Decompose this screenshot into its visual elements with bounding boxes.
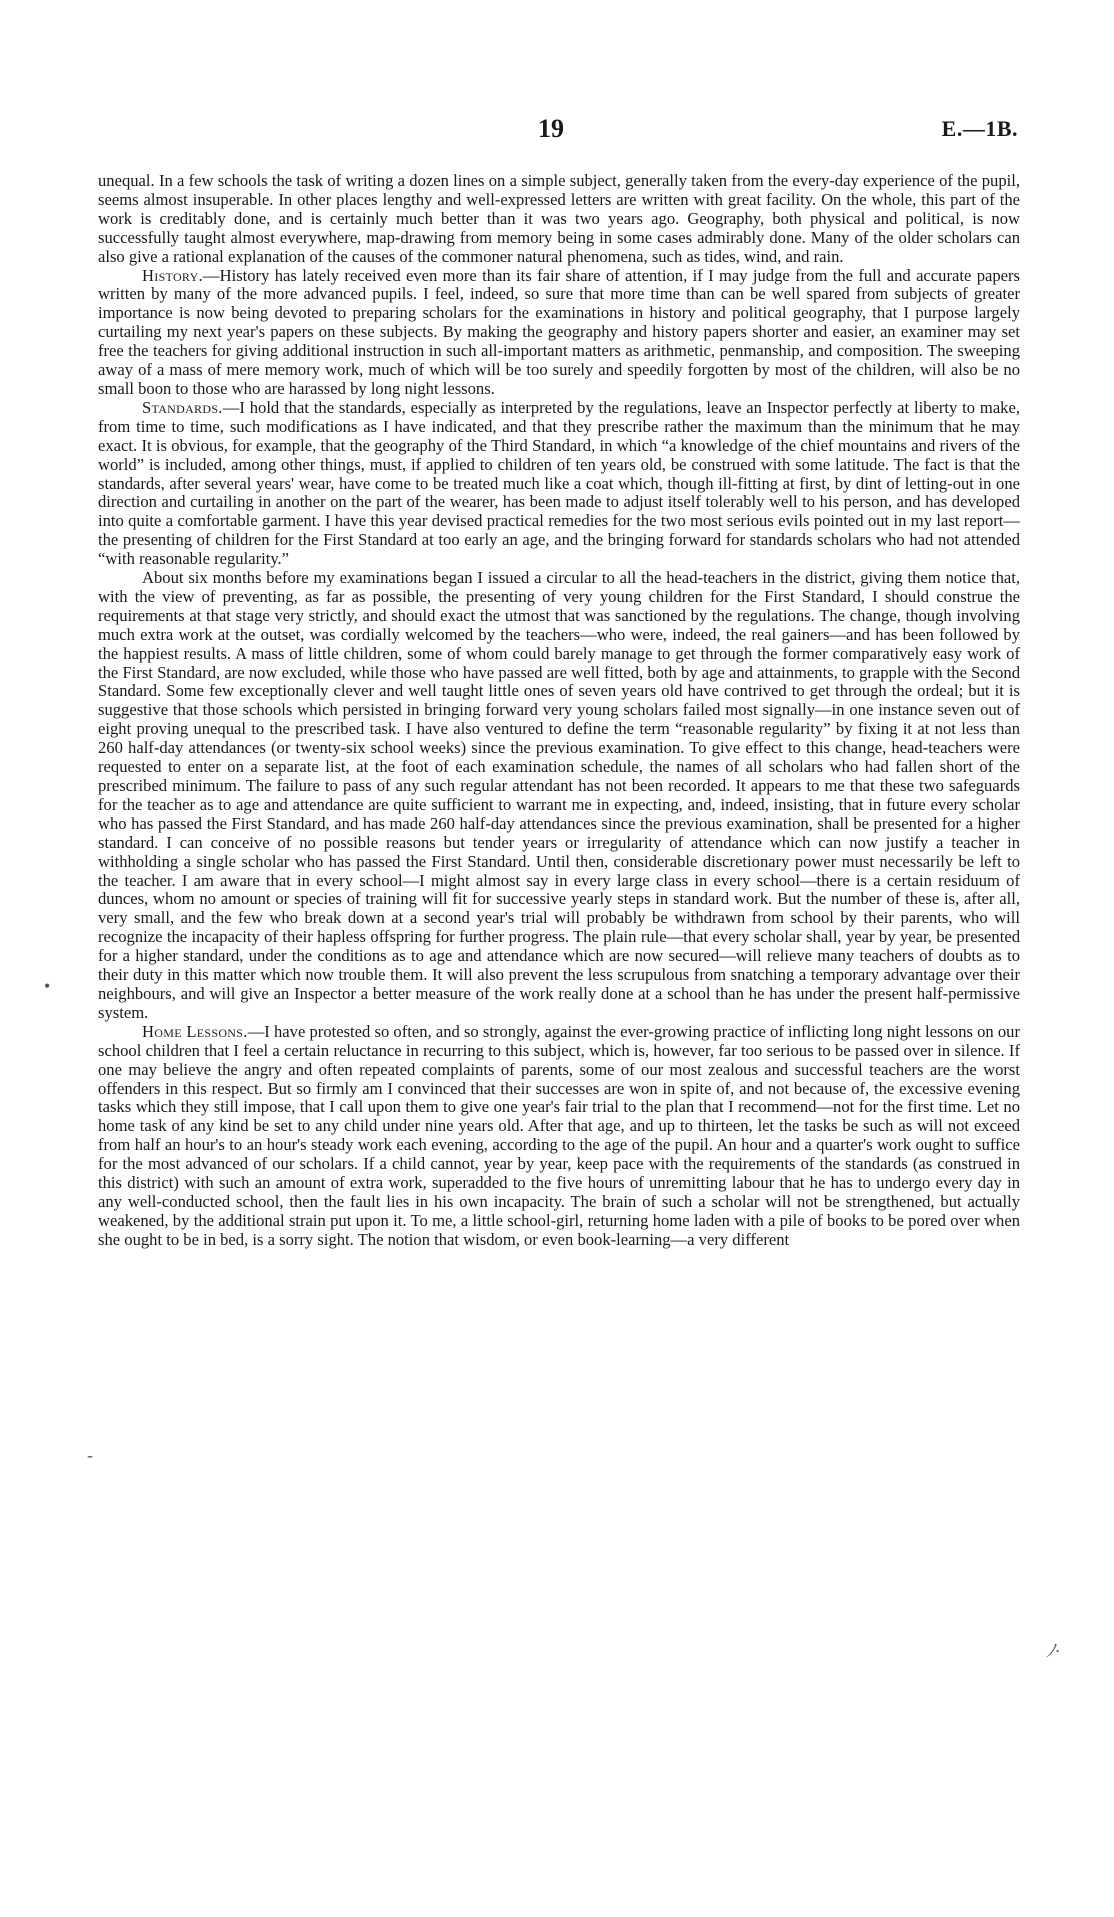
paragraph-text: —History has lately received even more than its fair share of attention, if I may judge from the full and accurate papers written by many of the more advanced pupils. I feel, indeed, so sure that more time than can be well spared from subjects of greater importance is now being devoted to preparing scholars for the examinations in history and political geography, that I purpose largely curtailing my next year's papers on these subjects. By making the geography and history papers shorter and easier, an examiner may set free the teachers for giving additional instruction in such all-important matters as arithmetic, penmanship, and composition. The sweeping away of a mass of mere memory work, much of which will be too surely and speedily forgotten by most of the children, will also be no small boon to those who are harassed by long night lessons. (98, 265, 1020, 398)
section-heading-history: History. (142, 265, 203, 285)
margin-dot-mark: • (44, 976, 51, 996)
paragraph-home-lessons (98, 1023, 1020, 1250)
paragraph-circular (98, 569, 1020, 1023)
paragraph-text: About six months before my examinations began I issued a circular to all the head-teachers in the district, giving them notice that, with the view of preventing, as far as possible, the presenting of very young children for the First Standard, I should construe the requirements at that stage very strictly, and should exact the utmost that was sanctioned by the regulations. The change, though involving much extra work at the outset, was cordially welcomed by the teachers—who were, indeed, the real gainers—and has been followed by the happiest results. A mass of little children, some of whom could barely manage to get through the former comparatively easy work of the First Standard, are now excluded, while those who have passed are well fitted, both by age and attainments, to grapple with the Second Standard. Some few exceptionally clever and well taught little ones of seven years old have contrived to get through the ordeal; but it is suggestive that those schools which persisted in bringing forward very young scholars failed most signally—in one instance seven out of eight proving unequal to the prescribed task. I have also ventured to define the term “reasonable regularity” by fixing it at not less than 260 half-day attendances (or twenty-six school weeks) since the previous examination. To give effect to this change, head-teachers were requested to enter on a separate list, at the foot of each examination schedule, the names of all scholars who had fallen short of the prescribed minimum. The failure to pass of any such regular attendant has not been recorded. It appears to me that these two safeguards for the teacher as to age and attendance are quite sufficient to warrant me in expecting, and, indeed, insisting, that in future every scholar who has passed the First Standard, and has made 260 half-day attendances since the previous examination, shall be presented for a higher standard. I can conceive of no possible reasons but tender years or irregularity of attendance which can now justify a teacher in withholding a single scholar who has passed the First Standard. Until then, considerable discretionary power must necessarily be left to the teacher. I am aware that in every school—I might almost say in every large class in every school—there is a certain residuum of dunces, whom no amount or species of training will fit for successive yearly steps in standard work. But the number of these is, after all, very small, and the few who break down at a second year's trial will probably be withdrawn from school by their parents, who will recognize the incapacity of their hapless offspring for further progress. The plain rule—that every scholar shall, year by year, be presented for a higher standard, under the conditions as to age and attendance which are now secured—will relieve many teachers of doubts as to their duty in this matter which now trouble them. It will also prevent the less scrupulous from snatching a temporary advantage over their neighbours, and will give an Inspector a better measure of the work really done at a school than he has under the present half-permissive system. (98, 568, 1020, 1022)
paragraph-geography (98, 172, 1020, 267)
body-text (98, 172, 1020, 1250)
page-header (0, 114, 1114, 144)
paragraph-text: —I have protested so often, and so strongly, against the ever-growing practice of inflicting long night lessons on our school children that I feel a certain reluctance in recurring to this subject, which is, however, far too serious to be passed over in silence. If one may believe the angry and often repeated complaints of parents, some of our most zealous and successful teachers are the worst offenders in this respect. But so firmly am I convinced that their successes are won in spite of, and not because of, the excessive evening tasks which they still impose, that I call upon them to give one year's fair trial to the plan that I recommend—not for the first time. Let no home task of any kind be set to any child under nine years old. After that age, and up to thirteen, let the tasks be such as will not exceed from half an hour's to an hour's steady work each evening, according to the age of the pupil. An hour and a quarter's work ought to suffice for the most advanced of our scholars. If a child cannot, year by year, keep pace with the requirements of the standards (as construed in this district) with such an amount of extra work, superadded to the five hours of unremitting labour that he has to undergo every day in any well-conducted school, then the fault lies in his own incapacity. The brain of such a scholar will not be strengthened, but actually weakened, by the additional strain put upon it. To me, a little school-girl, returning home laden with a pile of books to be pored over when she ought to be in bed, is a sorry sight. The notion that wisdom, or even book-learning—a very different (98, 1021, 1021, 1249)
margin-squiggle-mark: ﾉ· (1046, 1641, 1060, 1661)
section-heading-home-lessons: Home Lessons. (142, 1021, 248, 1041)
page-number: 19 (538, 114, 564, 143)
paragraph-text: —I hold that the standards, especially as interpreted by the regulations, leave an Inspector perfectly at liberty to make, from time to time, such modifications as I have indicated, and that they prescribe rather the maximum than the minimum that he may exact. It is obvious, for example, that the geography of the Third Standard, in which “a knowledge of the chief mountains and rivers of the world” is included, among other things, must, if applied to children of ten years old, be construed with some latitude. The fact is that the standards, after several years' wear, have come to be treated much like a coat which, though ill-fitting at first, by dint of letting-out in one direction and curtailing in another on the part of the wearer, has been made to adjust itself tolerably well to his person, and has developed into quite a comfortable garment. I have this year devised practical remedies for the two most serious evils pointed out in my last report—the presenting of children for the First Standard at too early an age, and the bringing forward for standards scholars who had not attended “with reasonable regularity.” (98, 397, 1020, 569)
paragraph-text: unequal. In a few schools the task of writing a dozen lines on a simple subject, generally taken from the every-day experience of the pupil, seems almost insuperable. In other places lengthy and well-expressed letters are written with great facility. On the whole, this part of the work is creditably done, and is certainly much better than it was two years ago. Geography, both physical and political, is now successfully taught almost everywhere, map-drawing from memory being in some cases admirably done. Many of the older scholars can also give a rational explanation of the causes of the commoner natural phenomena, such as tides, wind, and rain. (98, 171, 1020, 266)
paragraph-history (98, 267, 1020, 399)
margin-dash-mark: ‐ (87, 1445, 93, 1465)
section-heading-standards: Standards. (142, 397, 223, 417)
paragraph-standards (98, 399, 1020, 569)
document-reference: E.—1B. (941, 116, 1018, 141)
